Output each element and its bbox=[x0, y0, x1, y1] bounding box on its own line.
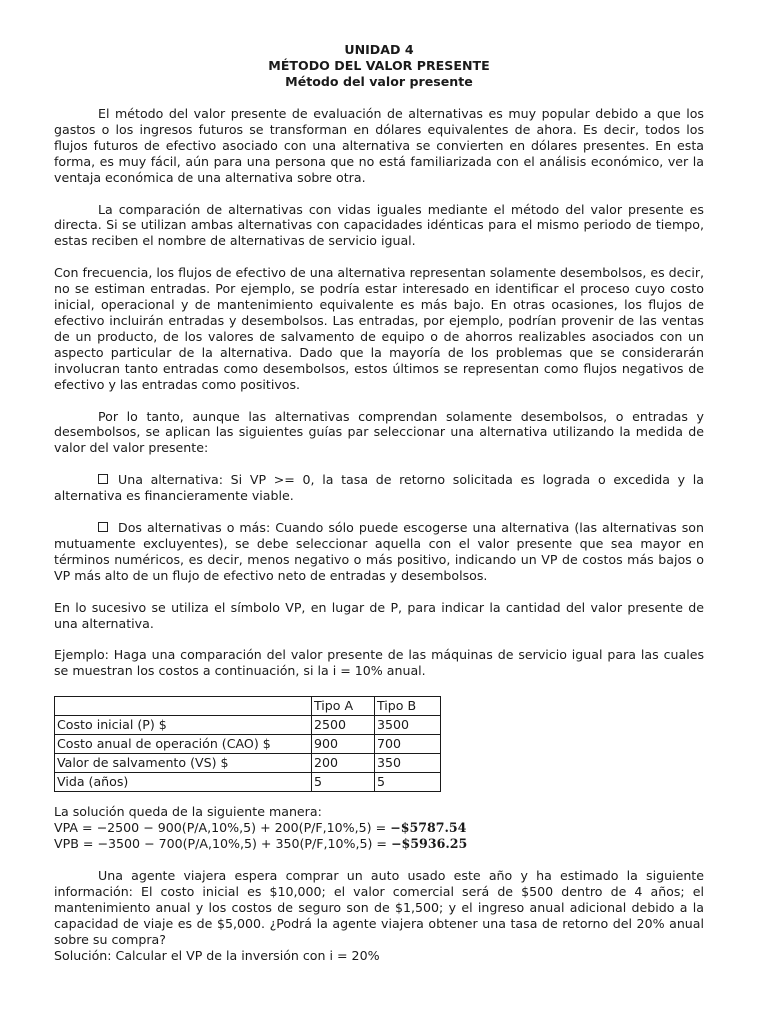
checkbox-bullet-icon bbox=[98, 474, 108, 484]
table-cell: Costo inicial (P) $ bbox=[55, 716, 312, 735]
paragraph-example: Ejemplo: Haga una comparación del valor presente de las máquinas de servicio igual para las cuales se muestran los costos a continuación, si la i = 10% anual. bbox=[54, 647, 704, 679]
paragraph-cash-flows: Con frecuencia, los flujos de efectivo de una alternativa representan solamente desembolsos, es decir, no se estiman entradas. Por ejemplo, se podría estar interesado en identificar el proceso cuyo costo inicial, operacional y de mantenimiento equivalente es más bajo. En otras ocasiones, los flujos de efectivo incluirán entradas y desembolsos. Las entradas, por ejemplo, podrían provenir de las ventas de un producto, de los valores de salvamento de equipo o de ahorros realizables asociados con un aspecto particular de la alternativa. Dado que la mayoría de los problemas que se considerarán involucran tanto entradas como desembolsos, estos últimos se representan como flujos negativos de efectivo y las entradas como positivos. bbox=[54, 265, 704, 392]
solution-block bbox=[54, 804, 704, 852]
table-row bbox=[55, 754, 441, 773]
table-cell: 200 bbox=[312, 754, 375, 773]
paragraph-guidelines: Por lo tanto, aunque las alternativas comprendan solamente desembolsos, o entradas y desembolsos, se aplican las siguientes guías par seleccionar una alternativa utilizando la medida de valor del valor presente: bbox=[54, 408, 704, 456]
guideline-two-text: Dos alternativas o más: Cuando sólo puede escogerse una alternativa (las alternativas son mutuamente excluyentes), se debe seleccionar aquella con el valor presente que sea mayor en términos numéricos, es decir, menos negativo o más positivo, indicando un VP de costos más bajos o VP más alto de un flujo de efectivo neto de entradas y desembolsos. bbox=[54, 520, 704, 583]
table-cell: Valor de salvamento (VS) $ bbox=[55, 754, 312, 773]
table-cell: 700 bbox=[375, 735, 441, 754]
paragraph-equal-lives: La comparación de alternativas con vidas iguales mediante el método del valor presente es directa. Si se utilizan ambas alternativas con capacidades idénticas para el mismo periodo de tiempo, estas reciben el nombre de alternativas de servicio igual. bbox=[54, 201, 704, 249]
unit-heading: UNIDAD 4 bbox=[344, 42, 414, 57]
section-title: Método del valor presente bbox=[285, 74, 473, 89]
cost-comparison-table bbox=[54, 696, 441, 792]
table-row bbox=[55, 735, 441, 754]
paragraph-vp-symbol: En lo sucesivo se utiliza el símbolo VP, en lugar de P, para indicar la cantidad del valor presente de una alternativa. bbox=[54, 599, 704, 631]
table-cell: 900 bbox=[312, 735, 375, 754]
checkbox-bullet-icon bbox=[98, 522, 108, 532]
formula-vpb bbox=[54, 836, 704, 852]
solution-intro: La solución queda de la siguiente manera: bbox=[54, 804, 322, 820]
table-cell: Vida (años) bbox=[55, 773, 312, 792]
chapter-title: MÉTODO DEL VALOR PRESENTE bbox=[268, 58, 490, 73]
formula-vpa-expression: VPA = −2500 − 900(P/A,10%,5) + 200(P/F,10%,5) = bbox=[54, 820, 391, 836]
problem-solution-line: Solución: Calcular el VP de la inversión con i = 20% bbox=[54, 947, 380, 963]
table-cell: 350 bbox=[375, 754, 441, 773]
paragraph-problem: Una agente viajera espera comprar un auto usado este año y ha estimado la siguiente información: El costo inicial es $10,000; el valor comercial será de $500 dentro de 4 años; el mantenimiento anual y los costos de seguro son de $1,500; y el ingreso anual adicional debido a la capacidad de viaje es de $5,000. ¿Podrá la agente viajera obtener una tasa de retorno del 20% anual sobre su compra? bbox=[54, 868, 704, 947]
table-header-row bbox=[55, 697, 441, 716]
guideline-two-alternatives bbox=[54, 520, 704, 584]
table-row bbox=[55, 716, 441, 735]
table-cell: 5 bbox=[312, 773, 375, 792]
table-cell: Costo anual de operación (CAO) $ bbox=[55, 735, 312, 754]
guideline-one-alternative bbox=[54, 472, 704, 504]
formula-vpb-result: −$5936.25 bbox=[390, 836, 468, 852]
table-header-cell: Tipo A bbox=[312, 697, 375, 716]
table-header-cell bbox=[55, 697, 312, 716]
table-header-cell: Tipo B bbox=[375, 697, 441, 716]
formula-vpa bbox=[54, 820, 704, 836]
guideline-one-text: Una alternativa: Si VP >= 0, la tasa de retorno solicitada es lograda o excedida y la alternativa es financieramente viable. bbox=[54, 472, 704, 504]
table-cell: 5 bbox=[375, 773, 441, 792]
table-cell: 3500 bbox=[375, 716, 441, 735]
table-row bbox=[55, 773, 441, 792]
formula-vpb-expression: VPB = −3500 − 700(P/A,10%,5) + 350(P/F,10%,5) = bbox=[54, 836, 391, 852]
formula-vpa-result: −$5787.54 bbox=[390, 820, 467, 836]
paragraph-intro: El método del valor presente de evaluación de alternativas es muy popular debido a que los gastos o los ingresos futuros se transforman en dólares equivalentes de ahora. Es decir, todos los flujos futuros de efectivo asociado con una alternativa se convierten en dólares presentes. En esta forma, es muy fácil, aún para una persona que no está familiarizada con el análisis económico, ver la ventaja económica de una alternativa sobre otra. bbox=[54, 106, 704, 185]
table-cell: 2500 bbox=[312, 716, 375, 735]
